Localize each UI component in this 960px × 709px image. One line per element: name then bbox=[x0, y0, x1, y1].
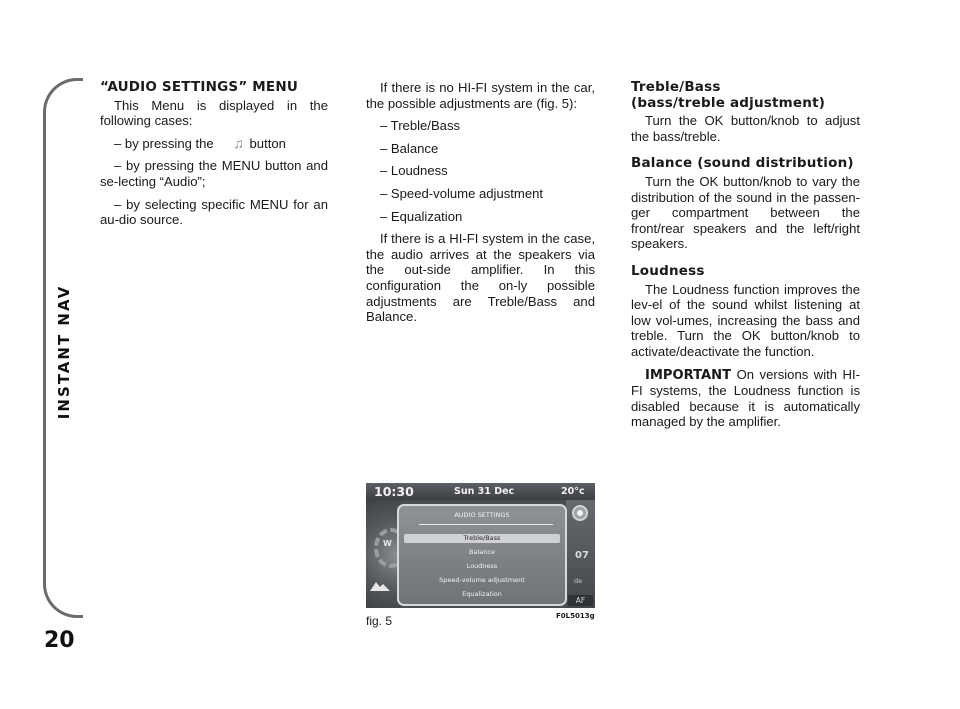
loudness-text: The Loudness function improves the lev-el of the sound whilst listening at low vol-umes, increasing the bass and treble. Turn the OK button/knob to activate/deactivate the function. bbox=[631, 281, 860, 359]
adjustment-item: – Loudness bbox=[380, 163, 448, 179]
column-descriptions bbox=[631, 80, 860, 437]
display-temperature: 20°c bbox=[561, 486, 585, 497]
hifi-paragraph: If there is a HI-FI system in the case, the audio arrives at the speakers via the out-side amplifier. In this configuration the on-ly possible adjustments are Treble/Bass and Balance. bbox=[366, 231, 595, 325]
compass-letter: W bbox=[383, 539, 392, 548]
intro-paragraph: This Menu is displayed in the following cases: bbox=[100, 97, 328, 129]
figure-code: F0L5013g bbox=[556, 612, 595, 620]
menu-item-speed-volume[interactable]: Speed-volume adjustment bbox=[439, 576, 525, 584]
case-button-paragraph bbox=[100, 136, 328, 152]
display-track-number: 07 bbox=[575, 550, 589, 561]
mountain-icon bbox=[370, 579, 390, 591]
menu-title: AUDIO SETTINGS bbox=[454, 511, 510, 519]
case1-before: – by pressing the bbox=[114, 135, 214, 151]
af-indicator: AF bbox=[568, 595, 593, 606]
important-note bbox=[631, 367, 860, 430]
menu-item-loudness[interactable]: Loudness bbox=[466, 562, 498, 570]
case-menu-paragraph: – by pressing the MENU button and se-lecting “Audio”; bbox=[100, 158, 328, 189]
display-side-text: de bbox=[574, 577, 583, 585]
display-time: 10:30 bbox=[374, 484, 414, 499]
case1-after: button bbox=[249, 135, 286, 151]
display-status-bar bbox=[366, 483, 595, 500]
display-date: Sun 31 Dec bbox=[454, 486, 515, 497]
important-text: On versions with HI-FI systems, the Loudness function is disabled because it is automatically managed by the amplifier. bbox=[631, 366, 860, 430]
treble-heading-line1: Treble/Bass bbox=[631, 79, 721, 95]
no-hifi-paragraph: If there is no HI-FI system in the car, the possible adjustments are (fig. 5): bbox=[366, 80, 595, 111]
column-audio-menu bbox=[100, 80, 328, 235]
music-note-icon: ♫ bbox=[233, 134, 244, 151]
column-adjustments bbox=[366, 80, 595, 332]
figure-caption: fig. 5 bbox=[366, 614, 393, 628]
case-source-paragraph: – by selecting specific MENU for an au-dio source. bbox=[100, 196, 328, 228]
menu-item-treble-bass[interactable]: Treble/Bass bbox=[404, 534, 560, 543]
adjustment-item: – Speed-volume adjustment bbox=[380, 185, 544, 201]
menu-item-balance[interactable]: Balance bbox=[469, 548, 495, 556]
treble-bass-text: Turn the OK button/knob to adjust the bass/treble. bbox=[631, 113, 860, 144]
balance-heading: Balance (sound distribution) bbox=[631, 155, 854, 172]
important-label: IMPORTANT bbox=[645, 367, 732, 383]
treble-bass-heading bbox=[631, 80, 860, 111]
section-label: INSTANT NAV bbox=[55, 284, 73, 420]
disc-icon bbox=[572, 505, 588, 521]
treble-heading-line2: (bass/treble adjustment) bbox=[631, 94, 826, 111]
menu-item-equalization[interactable]: Equalization bbox=[462, 590, 502, 598]
balance-text: Turn the OK button/knob to vary the distribution of the sound in the passen-ger compartment between the front/rear speakers and the left/right speakers. bbox=[631, 173, 860, 252]
menu-divider bbox=[419, 524, 553, 525]
audio-settings-heading: “AUDIO SETTINGS” MENU bbox=[100, 79, 299, 95]
audio-settings-display-figure bbox=[366, 483, 595, 608]
adjustment-item: – Balance bbox=[380, 140, 439, 156]
adjustment-item: – Equalization bbox=[380, 208, 463, 224]
loudness-heading: Loudness bbox=[631, 262, 705, 279]
page-number: 20 bbox=[44, 628, 75, 653]
audio-settings-menu bbox=[397, 504, 567, 606]
adjustment-item: – Treble/Bass bbox=[380, 118, 461, 134]
